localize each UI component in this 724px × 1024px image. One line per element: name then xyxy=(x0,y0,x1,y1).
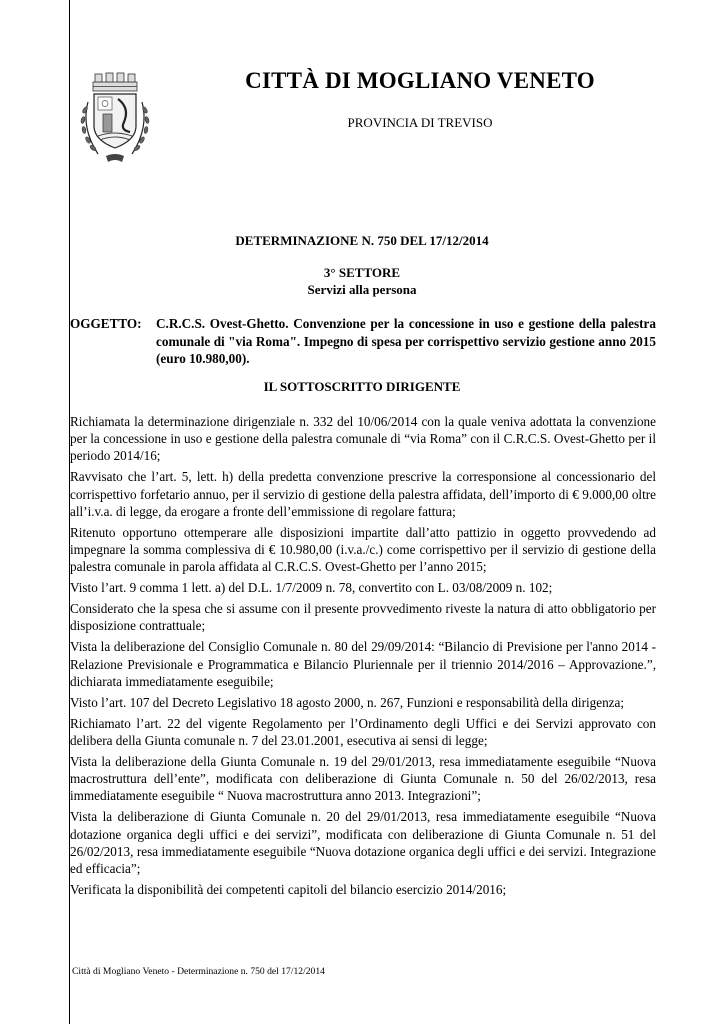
signatory-heading: IL SOTTOSCRITTO DIRIGENTE xyxy=(263,379,461,394)
coat-of-arms-icon xyxy=(76,70,154,168)
body-paragraph: Richiamato l’art. 22 del vigente Regolamento per l’Ordinamento degli Uffici e dei Servizi approvato con delibera della Giunta comunale n. 7 del 23.01.2001, esecutiva ai sensi di legge; xyxy=(70,715,656,749)
body-paragraph: Ravvisato che l’art. 5, lett. h) della predetta convenzione prescrive la corresponsione al concessionario del corrispettivo forfetario annuo, per il servizio di gestione della palestra affidata, dell’importo di € 9.000,00 oltre all’i.v.a. di legge, da erogare a fronte dell’emmissione di regolare fattura; xyxy=(70,469,656,519)
body-paragraph: Visto l’art. 9 comma 1 lett. a) del D.L. 1/7/2009 n. 78, convertito con L. 03/08/2009 n. 102; xyxy=(70,580,553,596)
body-paragraph: Ritenuto opportuno ottemperare alle disposizioni impartite dall’atto pattizio in oggetto provvedendo ad impegnare la somma complessiva di € 10.980,00 (i.v.a./c.) come corrispettivo per il servizio di gestione della palestra comunale in parola affidata al C.R.C.S. Ovest-Ghetto per l’anno 2015; xyxy=(70,524,656,575)
body-paragraph: Vista la deliberazione di Giunta Comunale n. 20 del 29/01/2013, resa immediatamente eseguibile “Nuova dotazione organica degli uffici e dei servizi”, modificata con deliberazione di Giunta Comunale n. 51 del 26/02/2013, resa immediatamente eseguibile “Nuova dotazione organica degli uffici e dei servizi. Integrazione ed efficacia”; xyxy=(70,809,656,877)
sector-subtitle: Servizi alla persona xyxy=(307,282,417,297)
subject-block xyxy=(70,315,656,368)
province-name: PROVINCIA DI TREVISO xyxy=(347,115,493,130)
body-paragraph: Vista la deliberazione della Giunta Comunale n. 19 del 29/01/2013, resa immediatamente eseguibile “Nuova macrostruttura dell’ente”, modificata con deliberazione di Giunta Comunale n. 50 del 26/02/2013, resa immediatamente eseguibile “ Nuova macrostruttura anno 2013. Integrazioni”; xyxy=(70,754,656,804)
body-paragraph: Richiamata la determinazione dirigenziale n. 332 del 10/06/2014 con la quale veniva adottata la convenzione per la concessione in uso e gestione della palestra comunale di “via Roma” con il C.R.C.S. Ovest-Ghetto per il periodo 2014/16; xyxy=(70,414,656,464)
body-paragraph: Considerato che la spesa che si assume con il presente provvedimento riveste la natura di atto obbligatorio per disposizione contrattuale; xyxy=(70,601,656,634)
page-footer: Città di Mogliano Veneto - Determinazione n. 750 del 17/12/2014 xyxy=(72,966,325,977)
subject-label: OGGETTO: xyxy=(70,316,142,331)
body-paragraph: Vista la deliberazione del Consiglio Comunale n. 80 del 29/09/2014: “Bilancio di Previsione per l'anno 2014 - Relazione Previsionale e Programmatica e Bilancio Pluriennale per il triennio 2014/2016 – Approvazione.”, dichiarata immediatamente eseguibile; xyxy=(70,639,656,689)
document-body xyxy=(70,413,656,902)
determination-title: DETERMINAZIONE N. 750 DEL 17/12/2014 xyxy=(235,233,489,248)
city-title: CITTÀ DI MOGLIANO VENETO xyxy=(245,68,595,93)
body-paragraph: Verificata la disponibilità dei competenti capitoli del bilancio esercizio 2014/2016; xyxy=(70,882,507,898)
sector-block xyxy=(70,264,654,298)
subject-text: C.R.C.S. Ovest-Ghetto. Convenzione per la concessione in uso e gestione della palestra comunale di "via Roma". Impegno di spesa per corrispettivo servizio gestione anno 2015 (euro 10.980,00). xyxy=(156,316,656,366)
body-paragraph: Visto l’art. 107 del Decreto Legislativo 18 agosto 2000, n. 267, Funzioni e responsabilità della dirigenza; xyxy=(70,694,625,710)
sector-name: 3° SETTORE xyxy=(323,265,401,280)
